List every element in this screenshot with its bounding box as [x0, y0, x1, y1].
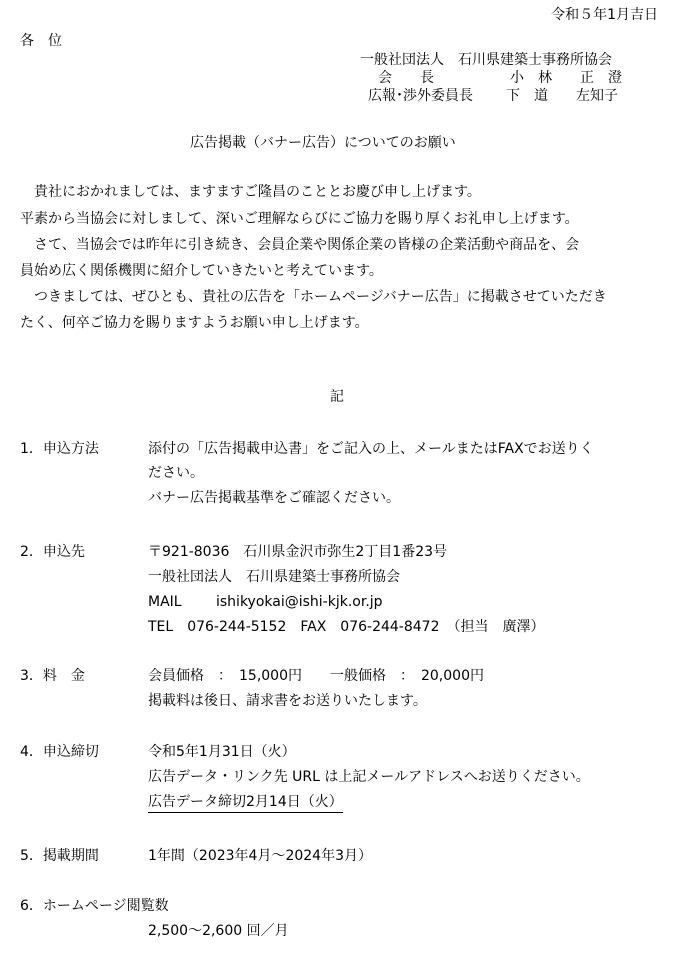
item-destination-tel-fax: TEL 076-244-5152 FAX 076-244-8472 （担当 廣澤）: [148, 619, 545, 635]
item-destination-mail[interactable]: ishikyokai@ishi-kjk.or.jp: [216, 594, 383, 610]
item-method-line-3: バナー広告掲載基準をご確認ください。: [148, 490, 400, 506]
item-method-line-1: 添付の「広告掲載申込書」をご記入の上、メールまたはFAXでお送りく: [148, 441, 594, 457]
item-deadline-note: 広告データ・リンク先 URL は上記メールアドレスへお送りください。: [148, 769, 590, 785]
item-deadline-date: 令和5年1月31日（火）: [148, 744, 296, 760]
body-line-6: たく、何卒ご協力を賜りますようお願い申し上げます。: [20, 315, 369, 331]
item-fee-prices: 会員価格 ： 15,000円 一般価格 ： 20,000円: [148, 668, 484, 684]
item-method-label: 1．申込方法: [20, 441, 99, 457]
addressee: 各 位: [20, 33, 62, 49]
body-line-3: さて、当協会では昨年に引き続き、会員企業や関係企業の皆様の企業活動や商品を、会: [20, 237, 580, 253]
body-line-1: 貴社におかれましては、ますますご隆昌のこととお慶び申し上げます。: [20, 184, 481, 200]
item-views-label: 6．ホームページ閲覧数: [20, 898, 169, 914]
item-deadline-data-deadline: 広告データ締切2月14日（火）: [148, 794, 343, 813]
sender-president-role: 会 長: [378, 70, 434, 86]
item-destination-label: 2．申込先: [20, 544, 85, 560]
item-method-line-2: ださい。: [148, 465, 204, 481]
item-destination-organization: 一般社団法人 石川県建築士事務所協会: [148, 569, 400, 585]
body-line-5: つきましては、ぜひとも、貴社の広告を「ホームページバナー広告」に掲載させていただき: [20, 289, 607, 305]
sender-president-name: 小 林 正 澄: [510, 70, 622, 86]
sender-president: [378, 70, 622, 87]
item-deadline-label: 4．申込締切: [20, 744, 99, 760]
item-period-value: 1年間（2023年4月～2024年3月）: [148, 848, 372, 864]
sender-committee-role: 広報･渉外委員長: [368, 88, 473, 104]
item-views-value: 2,500～2,600 回／月: [148, 923, 289, 939]
item-fee-label: 3．料 金: [20, 668, 85, 684]
document-date: 令和５年1月吉日: [551, 7, 658, 23]
item-destination-address: 〒921-8036 石川県金沢市弥生2丁目1番23号: [148, 544, 448, 560]
body-line-2: 平素から当協会に対しまして、深いご理解ならびにご協力を賜り厚くお礼申し上げます。: [20, 211, 579, 227]
item-destination-mail-label: MAIL: [148, 594, 182, 610]
sender-organization: 一般社団法人 石川県建築士事務所協会: [360, 52, 612, 68]
item-period-label: 5．掲載期間: [20, 848, 99, 864]
document-title: 広告掲載（バナー広告）についてのお願い: [190, 135, 456, 151]
sender-committee-name: 下 道 左知子: [506, 88, 618, 104]
body-line-4: 員始め広く関係機関に紹介していきたいと考えています。: [20, 263, 383, 279]
sender-committee-chair: [368, 88, 618, 105]
item-fee-note: 掲載料は後日、請求書をお送りいたします。: [148, 693, 427, 709]
ki-heading: 記: [330, 389, 344, 405]
